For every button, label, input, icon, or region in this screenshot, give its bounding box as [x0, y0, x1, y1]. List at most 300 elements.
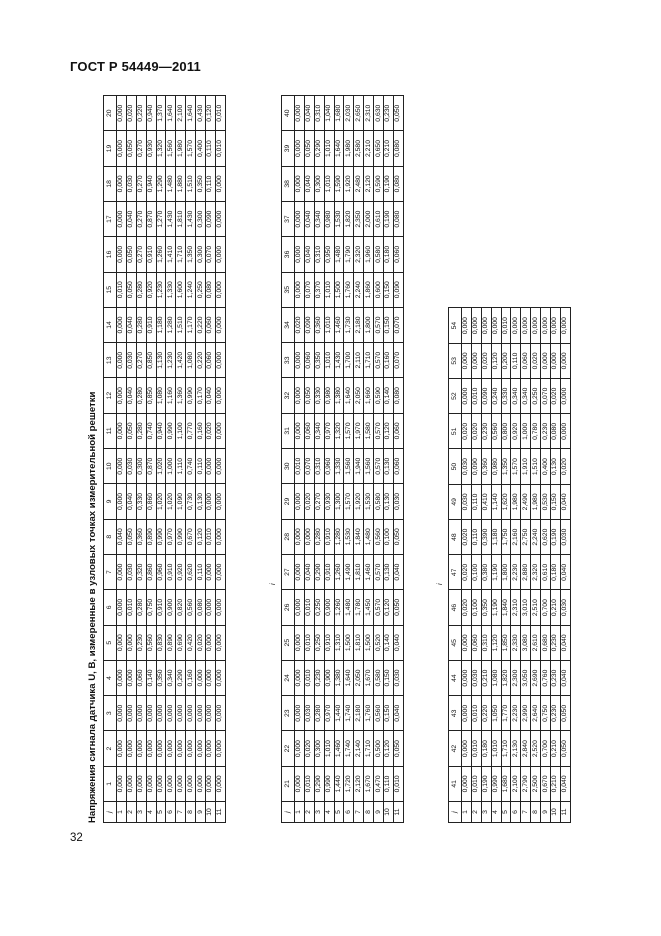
table-cell: 0,250 [314, 625, 324, 660]
table-cell: 0,350 [196, 166, 206, 201]
table-cell: 0,140 [146, 660, 156, 695]
table-cell: 0,580 [374, 237, 384, 272]
row-label: 5 [501, 802, 511, 823]
table-cell: 0,230 [481, 414, 491, 449]
table-cell: 0,960 [324, 449, 334, 484]
table-cell: 0,100 [384, 519, 394, 554]
column-header: 21 [282, 766, 295, 801]
table-cell: 1,800 [364, 307, 374, 342]
table-cell: 0,990 [176, 519, 186, 554]
table-cell: 0,420 [186, 625, 196, 660]
table-cell: 1,460 [334, 307, 344, 342]
table-cell: 1,420 [176, 343, 186, 378]
table-cell: 0,330 [314, 378, 324, 413]
table-cell: 1,010 [324, 272, 334, 307]
table-cell: 2,140 [354, 731, 364, 766]
table-cell: 0,000 [156, 766, 166, 801]
table-cell: 0,010 [471, 379, 481, 414]
column-header: 20 [104, 96, 117, 131]
table-cell: 1,230 [166, 343, 176, 378]
table-cell: 0,000 [117, 554, 127, 589]
table-cell: 1,850 [501, 625, 511, 660]
table-cell: 0,280 [136, 272, 146, 307]
table-cell: 0,130 [384, 554, 394, 589]
table-cell: 0,900 [166, 590, 176, 625]
table-cell: 0,000 [117, 378, 127, 413]
table-cell: 0,400 [196, 131, 206, 166]
table-cell: 0,150 [384, 307, 394, 342]
table-cell: 0,700 [541, 731, 551, 766]
table-row [393, 96, 403, 823]
table-cell: 0,000 [471, 308, 481, 343]
table-cell: 0,280 [136, 413, 146, 448]
table-cell: 0,010 [304, 660, 314, 695]
table-cell: 0,570 [374, 413, 384, 448]
table-cell: 0,000 [117, 237, 127, 272]
row-label: 11 [215, 802, 225, 823]
table-cell: 2,110 [354, 343, 364, 378]
axis-label-j: j [449, 802, 462, 823]
table-cell: 0,070 [304, 449, 314, 484]
table-cell: 0,000 [295, 519, 305, 554]
table-cell: 0,040 [304, 554, 314, 589]
table-cell: 1,570 [511, 449, 521, 484]
table-row [215, 96, 225, 823]
table-cell: 0,020 [531, 343, 541, 378]
table-cell: 1,450 [364, 590, 374, 625]
table-cell: 0,080 [196, 590, 206, 625]
table-cell: 1,480 [364, 519, 374, 554]
table-cell: 0,050 [393, 590, 403, 625]
table-cell: 0,780 [531, 414, 541, 449]
table-cell: 0,040 [560, 484, 570, 519]
table-cell: 2,310 [511, 590, 521, 625]
column-header: 34 [282, 307, 295, 342]
table-cell: 0,040 [126, 484, 136, 519]
table-cell: 0,030 [304, 696, 314, 731]
table-cell: 1,640 [344, 660, 354, 695]
table-cell: 0,850 [146, 343, 156, 378]
table-cell: 1,460 [364, 554, 374, 589]
table-cell: 1,010 [324, 307, 334, 342]
table-cell: 0,000 [117, 201, 127, 236]
table-cell: 0,100 [471, 590, 481, 625]
table-cell: 1,490 [344, 554, 354, 589]
table-cell: 0,320 [136, 554, 146, 589]
row-label: 1 [117, 802, 127, 823]
row-label: 9 [196, 802, 206, 823]
column-header: 14 [104, 307, 117, 342]
table-cell: 0,000 [206, 696, 216, 731]
column-header: 37 [282, 201, 295, 236]
table-row [531, 308, 541, 823]
table-cell: 0,090 [304, 307, 314, 342]
table-cell: 0,560 [146, 625, 156, 660]
table-cell: 0,000 [186, 696, 196, 731]
table-cell: 1,190 [491, 590, 501, 625]
table-cell: 1,600 [176, 272, 186, 307]
table-cell: 0,000 [186, 731, 196, 766]
table-cell: 2,210 [364, 131, 374, 166]
table-cell: 0,000 [117, 166, 127, 201]
table-cell: 0,910 [146, 237, 156, 272]
table-cell: 0,980 [324, 378, 334, 413]
row-label: 2 [304, 802, 314, 823]
table-cell: 0,940 [146, 96, 156, 131]
table-cell: 1,440 [334, 696, 344, 731]
table-cell: 0,960 [156, 554, 166, 589]
table-row [334, 96, 344, 823]
table-cell: 0,000 [462, 731, 472, 766]
table-cell: 1,330 [166, 272, 176, 307]
table-cell: 0,910 [166, 554, 176, 589]
column-header: 45 [449, 625, 462, 660]
table-cell: 0,240 [491, 379, 501, 414]
table-cell: 0,000 [117, 731, 127, 766]
table-cell: 0,350 [481, 590, 491, 625]
table-cell: 0,560 [374, 519, 384, 554]
row-label: 5 [334, 802, 344, 823]
table-cell: 0,000 [560, 308, 570, 343]
table-cell: 0,120 [384, 731, 394, 766]
table-cell: 0,040 [304, 166, 314, 201]
table-cell: 1,730 [344, 307, 354, 342]
table-cell: 0,050 [126, 413, 136, 448]
table-cell: 0,000 [295, 343, 305, 378]
table-cell: 0,570 [374, 590, 384, 625]
table-cell: 1,110 [176, 449, 186, 484]
table-cell: 0,230 [314, 660, 324, 695]
table-cell: 2,750 [521, 520, 531, 555]
table-cell: 0,740 [186, 449, 196, 484]
table-cell: 1,530 [334, 201, 344, 236]
table-cell: 0,800 [501, 414, 511, 449]
table-cell: 1,640 [186, 96, 196, 131]
table-cell: 0,000 [176, 696, 186, 731]
table-cell: 0,270 [314, 484, 324, 519]
column-header: 23 [282, 696, 295, 731]
table-cell: 1,510 [176, 307, 186, 342]
table-cell: 0,360 [314, 307, 324, 342]
table-cell: 0,190 [481, 766, 491, 801]
table-cell: 0,000 [176, 731, 186, 766]
row-label: 8 [531, 802, 541, 823]
table-cell: 0,000 [215, 484, 225, 519]
table-cell: 3,050 [521, 661, 531, 696]
table-cell: 0,590 [374, 378, 384, 413]
table-row [462, 308, 472, 823]
table-cell: 1,530 [364, 484, 374, 519]
table-cell: 1,020 [156, 484, 166, 519]
table-cell: 0,670 [186, 519, 196, 554]
column-header: 3 [104, 696, 117, 731]
table-cell: 0,000 [295, 766, 305, 801]
table-cell: 0,000 [117, 307, 127, 342]
table-cell: 1,350 [186, 237, 196, 272]
table-cell: 0,170 [196, 378, 206, 413]
table-cell: 0,010 [304, 625, 314, 660]
table-cell: 0,270 [136, 201, 146, 236]
table-cell: 1,080 [186, 343, 196, 378]
column-header: 32 [282, 378, 295, 413]
table-cell: 0,150 [384, 272, 394, 307]
table-cell: 2,240 [531, 520, 541, 555]
table-cell: 1,310 [334, 625, 344, 660]
table-cell: 1,880 [176, 166, 186, 201]
table-cell: 0,000 [215, 519, 225, 554]
table-cell: 0,130 [384, 449, 394, 484]
table-cell: 0,070 [206, 237, 216, 272]
table-cell: 1,330 [334, 449, 344, 484]
table-cell: 0,000 [551, 343, 561, 378]
table-cell: 2,690 [531, 661, 541, 696]
table-cell: 0,080 [393, 166, 403, 201]
table-cell: 2,520 [531, 731, 541, 766]
table-cell: 1,080 [156, 378, 166, 413]
table-row [186, 96, 196, 823]
table-cell: 3,080 [521, 625, 531, 660]
table-cell: 0,330 [136, 484, 146, 519]
table-cell: 1,190 [491, 555, 501, 590]
table-cell: 0,470 [374, 766, 384, 801]
table-cell: 2,790 [521, 766, 531, 801]
table-cell: 1,280 [166, 307, 176, 342]
table-cell: 2,350 [354, 201, 364, 236]
table-cell: 0,030 [126, 343, 136, 378]
table-cell: 0,110 [471, 520, 481, 555]
column-header: 53 [449, 343, 462, 378]
table-cell: 1,480 [344, 590, 354, 625]
table-cell: 0,000 [295, 166, 305, 201]
table-cell: 0,890 [166, 625, 176, 660]
table-cell: 1,910 [521, 449, 531, 484]
table-cell: 0,210 [551, 766, 561, 801]
table-cell: 0,310 [314, 449, 324, 484]
table-cell: 0,000 [146, 766, 156, 801]
table-cell: 0,070 [304, 272, 314, 307]
table-cell: 1,290 [156, 166, 166, 201]
row-label: 9 [541, 802, 551, 823]
table-cell: 0,000 [295, 201, 305, 236]
table-cell: 1,180 [156, 307, 166, 342]
table-cell: 1,800 [501, 555, 511, 590]
table-cell: 0,000 [462, 696, 472, 731]
table-cell: 0,990 [491, 766, 501, 801]
table-cell: 1,570 [344, 484, 354, 519]
table-cell: 0,820 [176, 590, 186, 625]
table-cell: 0,000 [541, 308, 551, 343]
table-cell: 0,730 [186, 484, 196, 519]
table-cell: 0,750 [541, 696, 551, 731]
table-cell: 2,050 [354, 660, 364, 695]
table-cell: 1,670 [364, 660, 374, 695]
table-cell: 0,000 [196, 766, 206, 801]
table-cell: 1,660 [364, 378, 374, 413]
table-cell: 0,380 [481, 555, 491, 590]
table-cell: 0,990 [324, 766, 334, 801]
row-label: 7 [354, 802, 364, 823]
table-cell: 0,160 [186, 660, 196, 695]
table-cell: 0,010 [501, 308, 511, 343]
table-cell: 0,310 [481, 625, 491, 660]
table-cell: 0,000 [215, 731, 225, 766]
row-label: 10 [206, 802, 216, 823]
table-cell: 0,000 [471, 343, 481, 378]
table-cell: 0,000 [117, 484, 127, 519]
table-cell: 0,990 [166, 413, 176, 448]
table-cell: 1,780 [354, 590, 364, 625]
table-cell: 1,560 [364, 449, 374, 484]
table-cell: 0,250 [314, 590, 324, 625]
table-cell: 0,040 [304, 201, 314, 236]
table-cell: 1,760 [344, 272, 354, 307]
column-header: 39 [282, 131, 295, 166]
table-row [501, 308, 511, 823]
table-cell: 1,430 [166, 201, 176, 236]
table-cell: 0,000 [560, 343, 570, 378]
table-cell: 0,030 [126, 166, 136, 201]
table-cell: 0,230 [551, 661, 561, 696]
table-cell: 0,570 [374, 449, 384, 484]
table-cell: 1,260 [156, 237, 166, 272]
table-cell: 1,640 [334, 131, 344, 166]
table-cell: 1,840 [354, 519, 364, 554]
table-cell: 1,370 [156, 96, 166, 131]
row-label: 8 [186, 802, 196, 823]
table-cell: 2,840 [521, 731, 531, 766]
page-number: 32 [70, 832, 83, 844]
table-cell: 1,810 [354, 625, 364, 660]
row-label: 5 [156, 802, 166, 823]
table-cell: 0,970 [166, 519, 176, 554]
table-cell: 1,170 [186, 307, 196, 342]
table-cell: 0,150 [551, 484, 561, 519]
table-row [126, 96, 136, 823]
table-cell: 0,020 [304, 731, 314, 766]
table-cell: 0,620 [186, 554, 196, 589]
table-cell: 0,910 [324, 554, 334, 589]
table-cell: 1,260 [334, 590, 344, 625]
table-cell: 0,000 [136, 696, 146, 731]
table-cell: 0,630 [374, 96, 384, 131]
table-cell: 1,010 [324, 343, 334, 378]
table-cell: 0,940 [146, 166, 156, 201]
table-row [354, 96, 364, 823]
table-cell: 0,180 [551, 555, 561, 590]
table-cell: 0,030 [126, 554, 136, 589]
table-cell: 0,210 [551, 731, 561, 766]
table-cell: 0,830 [156, 625, 166, 660]
column-header: 29 [282, 484, 295, 519]
table-cell: 1,810 [354, 554, 364, 589]
table-cell: 0,110 [196, 554, 206, 589]
column-header: 40 [282, 96, 295, 131]
table-cell: 0,980 [324, 201, 334, 236]
row-label: 3 [314, 802, 324, 823]
table-cell: 0,000 [462, 379, 472, 414]
table-cell: 0,850 [146, 378, 156, 413]
table-cell: 0,000 [295, 590, 305, 625]
column-header: 5 [104, 625, 117, 660]
column-header: 6 [104, 590, 117, 625]
table-cell: 0,300 [314, 731, 324, 766]
column-header: 4 [104, 660, 117, 695]
table-cell: 2,330 [511, 625, 521, 660]
table-cell: 0,000 [215, 625, 225, 660]
row-label: 2 [126, 802, 136, 823]
table-cell: 0,000 [146, 696, 156, 731]
table-cell: 0,000 [215, 660, 225, 695]
table-cell: 0,200 [501, 343, 511, 378]
table-cell: 1,080 [491, 661, 501, 696]
table-cell: 0,040 [126, 201, 136, 236]
table-cell: 0,060 [206, 343, 216, 378]
table-cell: 0,000 [215, 166, 225, 201]
table-cell: 2,120 [354, 766, 364, 801]
table-cell: 0,990 [156, 519, 166, 554]
table-cell: 0,270 [136, 343, 146, 378]
row-label: 7 [521, 802, 531, 823]
row-label: 6 [511, 802, 521, 823]
table-cell: 2,050 [354, 378, 364, 413]
table-cell: 1,010 [324, 166, 334, 201]
row-label: 3 [136, 802, 146, 823]
table-cell: 0,890 [146, 519, 156, 554]
table-cell: 2,160 [511, 520, 521, 555]
table-cell: 0,050 [126, 272, 136, 307]
table-cell: 0,000 [166, 766, 176, 801]
table-row [117, 96, 127, 823]
table-cell: 0,040 [117, 519, 127, 554]
table-cell: 2,650 [354, 96, 364, 131]
table-cell: 0,910 [156, 590, 166, 625]
header-row [282, 96, 295, 823]
column-header: 7 [104, 554, 117, 589]
table-cell: 0,570 [374, 307, 384, 342]
column-header: 43 [449, 696, 462, 731]
column-header: 11 [104, 413, 117, 448]
table-cell: 0,050 [393, 731, 403, 766]
column-header: 16 [104, 237, 117, 272]
table-cell: 0,220 [136, 96, 146, 131]
row-label: 7 [176, 802, 186, 823]
table-cell: 0,030 [560, 520, 570, 555]
table-cell: 2,100 [176, 96, 186, 131]
table-cell: 1,760 [364, 696, 374, 731]
table-cell: 0,970 [324, 696, 334, 731]
table-row [551, 308, 561, 823]
table-cell: 0,000 [206, 449, 216, 484]
table-cell: 0,900 [324, 590, 334, 625]
table-cell: 1,100 [176, 413, 186, 448]
table-cell: 1,710 [501, 731, 511, 766]
table-cell: 0,070 [393, 343, 403, 378]
table-row [481, 308, 491, 823]
table-cell: 0,190 [551, 520, 561, 555]
table-cell: 1,770 [501, 696, 511, 731]
table-cell: 0,000 [146, 731, 156, 766]
table-cell: 0,040 [560, 625, 570, 660]
column-header: 31 [282, 413, 295, 448]
table-cell: 1,260 [334, 554, 344, 589]
table-cell: 1,270 [156, 201, 166, 236]
column-header: 27 [282, 554, 295, 589]
table-cell: 0,000 [196, 696, 206, 731]
table-cell: 0,050 [126, 519, 136, 554]
table-cell: 0,050 [304, 131, 314, 166]
table-row [295, 96, 305, 823]
table-cell: 0,270 [136, 237, 146, 272]
